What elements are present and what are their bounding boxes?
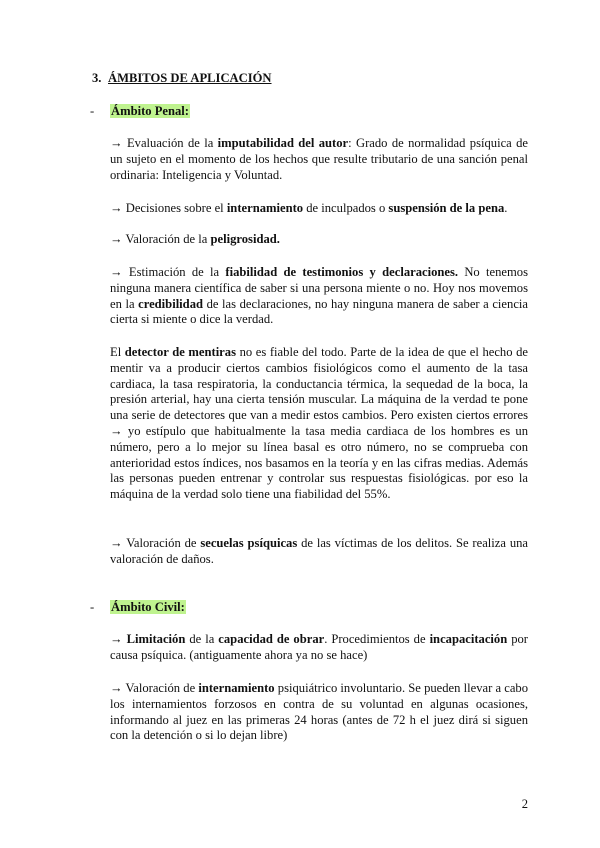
text-run: de las declaraciones, no hay ninguna manera de saber a ciencia cierta si miente o dice la verdad. [110,296,528,327]
penal-paragraph-detector [110,345,528,503]
section-number: 3. [92,71,102,85]
text-run: de inculpados o [303,201,389,215]
text-run: → Evaluación de la [110,136,218,150]
civil-title [110,600,186,616]
text-run: . [504,201,508,215]
penal-paragraph-secuelas [110,536,528,568]
bold-term: incapacitación [429,632,508,646]
text-run: → Decisiones sobre el [110,201,227,215]
penal-title-highlight: Ámbito Penal: [111,104,190,118]
penal-title [110,104,190,120]
text-run: → Valoración de [110,681,199,695]
bullet-penal: - [90,104,95,118]
civil-title-highlight: Ámbito Civil: [111,600,185,614]
civil-paragraph-internamiento [110,681,528,744]
section-title: ÁMBITOS DE APLICACIÓN [108,71,272,85]
bold-term: suspensión de la pena [388,201,505,215]
text-run: no es fiable del todo. Parte de la idea de que el hecho de mentir va a producir ciertos cambios fisiológicos como el aumento de la tasa cardiaca, la tasa respiratoria, la conductancia térmica, la sequedad de la boca, la presión arterial, hay una cierta tensión muscular. La máquina de la verdad te pone una serie de detectores que van a medir estos cambios. Pero existen ciertos errores → yo estípulo que habitualmente la tasa media cardiaca de los hombres es un número, pero a lo mejor su línea basal es otro número, no se comprueba con anterioridad estos índices, nos basamos en la teoría y en las cifras medias. Además las personas pueden entrenar y controlar sus respuestas fisiológicas. por eso la máquina de la verdad solo tiene una fiabilidad del 55%. [110,345,528,502]
bullet-civil: - [90,600,95,614]
penal-paragraph-peligrosidad [110,232,528,248]
text-run: → Estimación de la [110,265,226,279]
text-run: → Valoración de la [110,232,211,246]
text-run: No tenemos ninguna manera científica de saber si una persona miente o no. Hoy nos movemos en la [110,265,528,311]
text-run: de las víctimas de los delitos. Se realiza una valoración de daños. [110,536,529,566]
text-run: → Valoración de [110,536,201,550]
text-run: El [110,345,125,359]
bold-term: capacidad de obrar [218,632,325,646]
text-run: . Procedimientos de [324,632,430,646]
bold-term: Limitación [126,632,186,646]
penal-paragraph-imputabilidad [110,136,528,183]
bold-term: peligrosidad. [210,232,280,246]
text-run: por causa psíquica. (antiguamente ahora ya no se hace) [110,632,529,662]
bold-term: detector de mentiras [124,345,236,359]
page-number: 2 [521,797,528,811]
bold-term: fiabilidad de testimonios y declaraciones. [225,265,459,279]
bold-term: internamiento [198,681,275,695]
bold-term: internamiento [226,201,304,215]
penal-paragraph-fiabilidad [110,265,528,328]
penal-paragraph-internamiento [110,201,528,217]
bold-term: credibilidad [138,296,203,311]
text-run: psiquiátrico involuntario. Se pueden llevar a cabo los internamientos forzosos en contra de su voluntad en algunas ocasiones, informando al juez en las primeras 24 horas (antes de 72 h el juez dirá si siguen con la detención o si lo dejan libre) [110,681,529,743]
text-run: : Grado de normalidad psíquica de un sujeto en el momento de los hechos que resulte tributario de una sanción penal ordinaria: Inteligencia y Voluntad. [110,136,528,182]
text-run: de la [185,632,219,646]
civil-paragraph-capacidad [110,632,528,664]
bold-term: secuelas psíquicas [200,536,298,550]
bold-term: imputabilidad del autor [217,136,349,150]
section-heading [92,71,272,87]
text-run: → [110,632,127,646]
